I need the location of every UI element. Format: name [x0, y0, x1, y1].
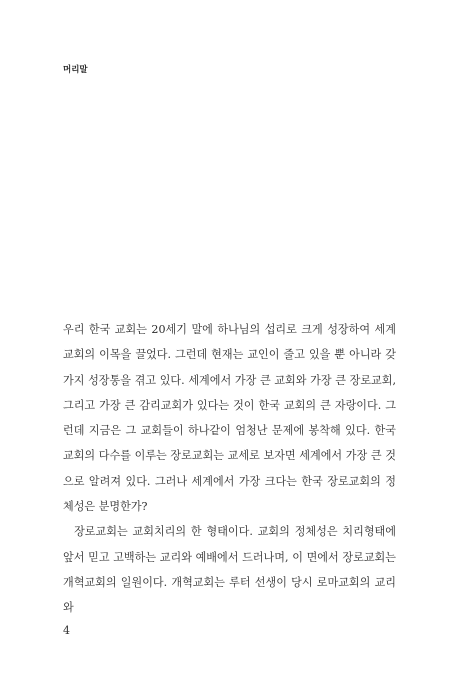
body-text: [63, 317, 396, 621]
section-title: 머리말: [63, 65, 88, 75]
page-number: 4: [63, 624, 70, 637]
paragraph: 우리 한국 교회는 20세기 말에 하나님의 섭리로 크게 성장하여 세계교회의 이목을 끌었다. 그런데 현재는 교인이 줄고 있을 뿐 아니라 갖가지 성장통을 겪고 있다. 세계에서 가장 큰 교회와 가장 큰 장로교회, 그리고 가장 큰 감리교회가 있다는 것이 한국 교회의 큰 자랑이다. 그런데 지금은 그 교회들이 하나같이 엄청난 문제에 봉착해 있다. 한국 교회의 다수를 이루는 장로교회는 교세로 보자면 세계에서 가장 큰 것으로 알려져 있다. 그러나 세계에서 가장 크다는 한국 장로교회의 정체성은 분명한가?: [63, 323, 396, 514]
paragraph: 장로교회는 교회치리의 한 형태이다. 교회의 정체성은 치리형태에 앞서 믿고 고백하는 교리와 예배에서 드러나며, 이 면에서 장로교회는 개혁교회의 일원이다. 개혁교회는 루터 선생이 당시 로마교회의 교리와: [63, 525, 396, 615]
